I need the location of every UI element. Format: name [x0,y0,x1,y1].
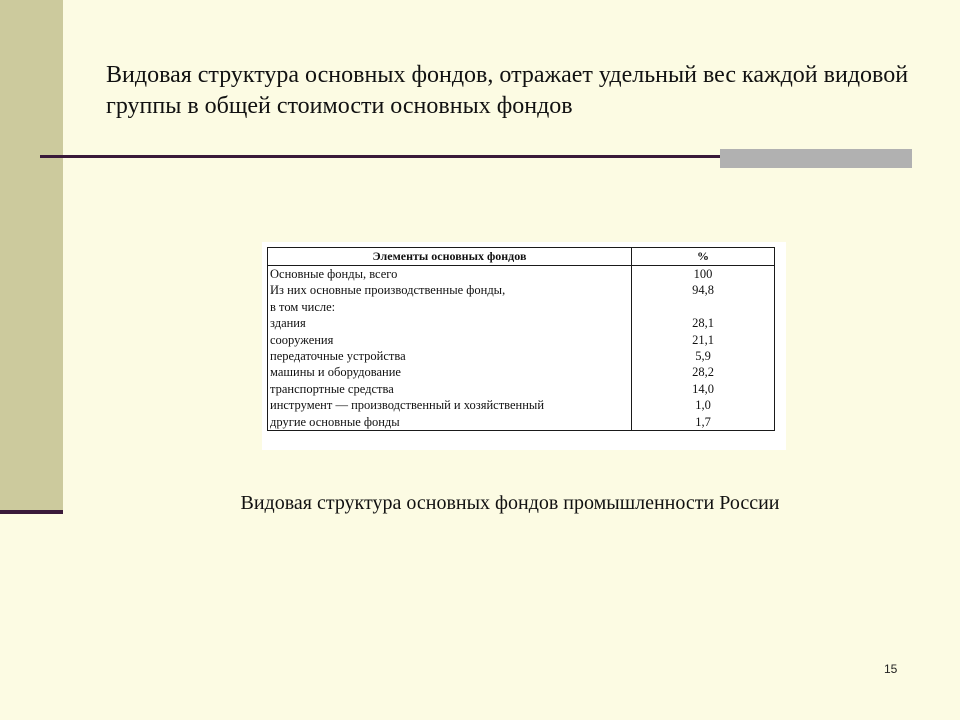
row-label: транспортные средства [268,381,632,397]
row-label: в том числе: [268,299,632,315]
row-label: машины и оборудование [268,364,632,380]
row-label: сооружения [268,332,632,348]
table-row [268,348,775,364]
row-label: инструмент — производственный и хозяйственный [268,397,632,413]
table-row [268,414,775,431]
column-header-elements: Элементы основных фондов [268,248,632,266]
row-label: Основные фонды, всего [268,266,632,283]
table-row [268,364,775,380]
row-value: 100 [632,266,775,283]
page-number: 15 [884,662,898,676]
row-label: здания [268,315,632,331]
row-value: 28,2 [632,364,775,380]
title-divider-accent [720,149,912,168]
row-value: 28,1 [632,315,775,331]
row-label: Из них основные производственные фонды, [268,282,632,298]
row-label: передаточные устройства [268,348,632,364]
table-row [268,266,775,283]
row-value: 5,9 [632,348,775,364]
table-header-row [268,248,775,266]
row-value: 14,0 [632,381,775,397]
row-label: другие основные фонды [268,414,632,431]
column-header-percent: % [632,248,775,266]
table-row [268,315,775,331]
row-value: 94,8 [632,282,775,298]
table-row [268,397,775,413]
table-row [268,332,775,348]
table-row [268,381,775,397]
row-value: 21,1 [632,332,775,348]
table-caption: Видовая структура основных фондов промышленности России [240,492,780,514]
row-value: 1,0 [632,397,775,413]
table-row [268,282,775,298]
row-value: 1,7 [632,414,775,431]
slide-title: Видовая структура основных фондов, отражает удельный вес каждой видовой группы в общей стоимости основных фондов [106,62,909,119]
table-row [268,299,775,315]
left-decorative-band [0,0,63,513]
fixed-assets-table [267,247,775,431]
fixed-assets-table-image [262,242,786,450]
row-value [632,299,775,315]
